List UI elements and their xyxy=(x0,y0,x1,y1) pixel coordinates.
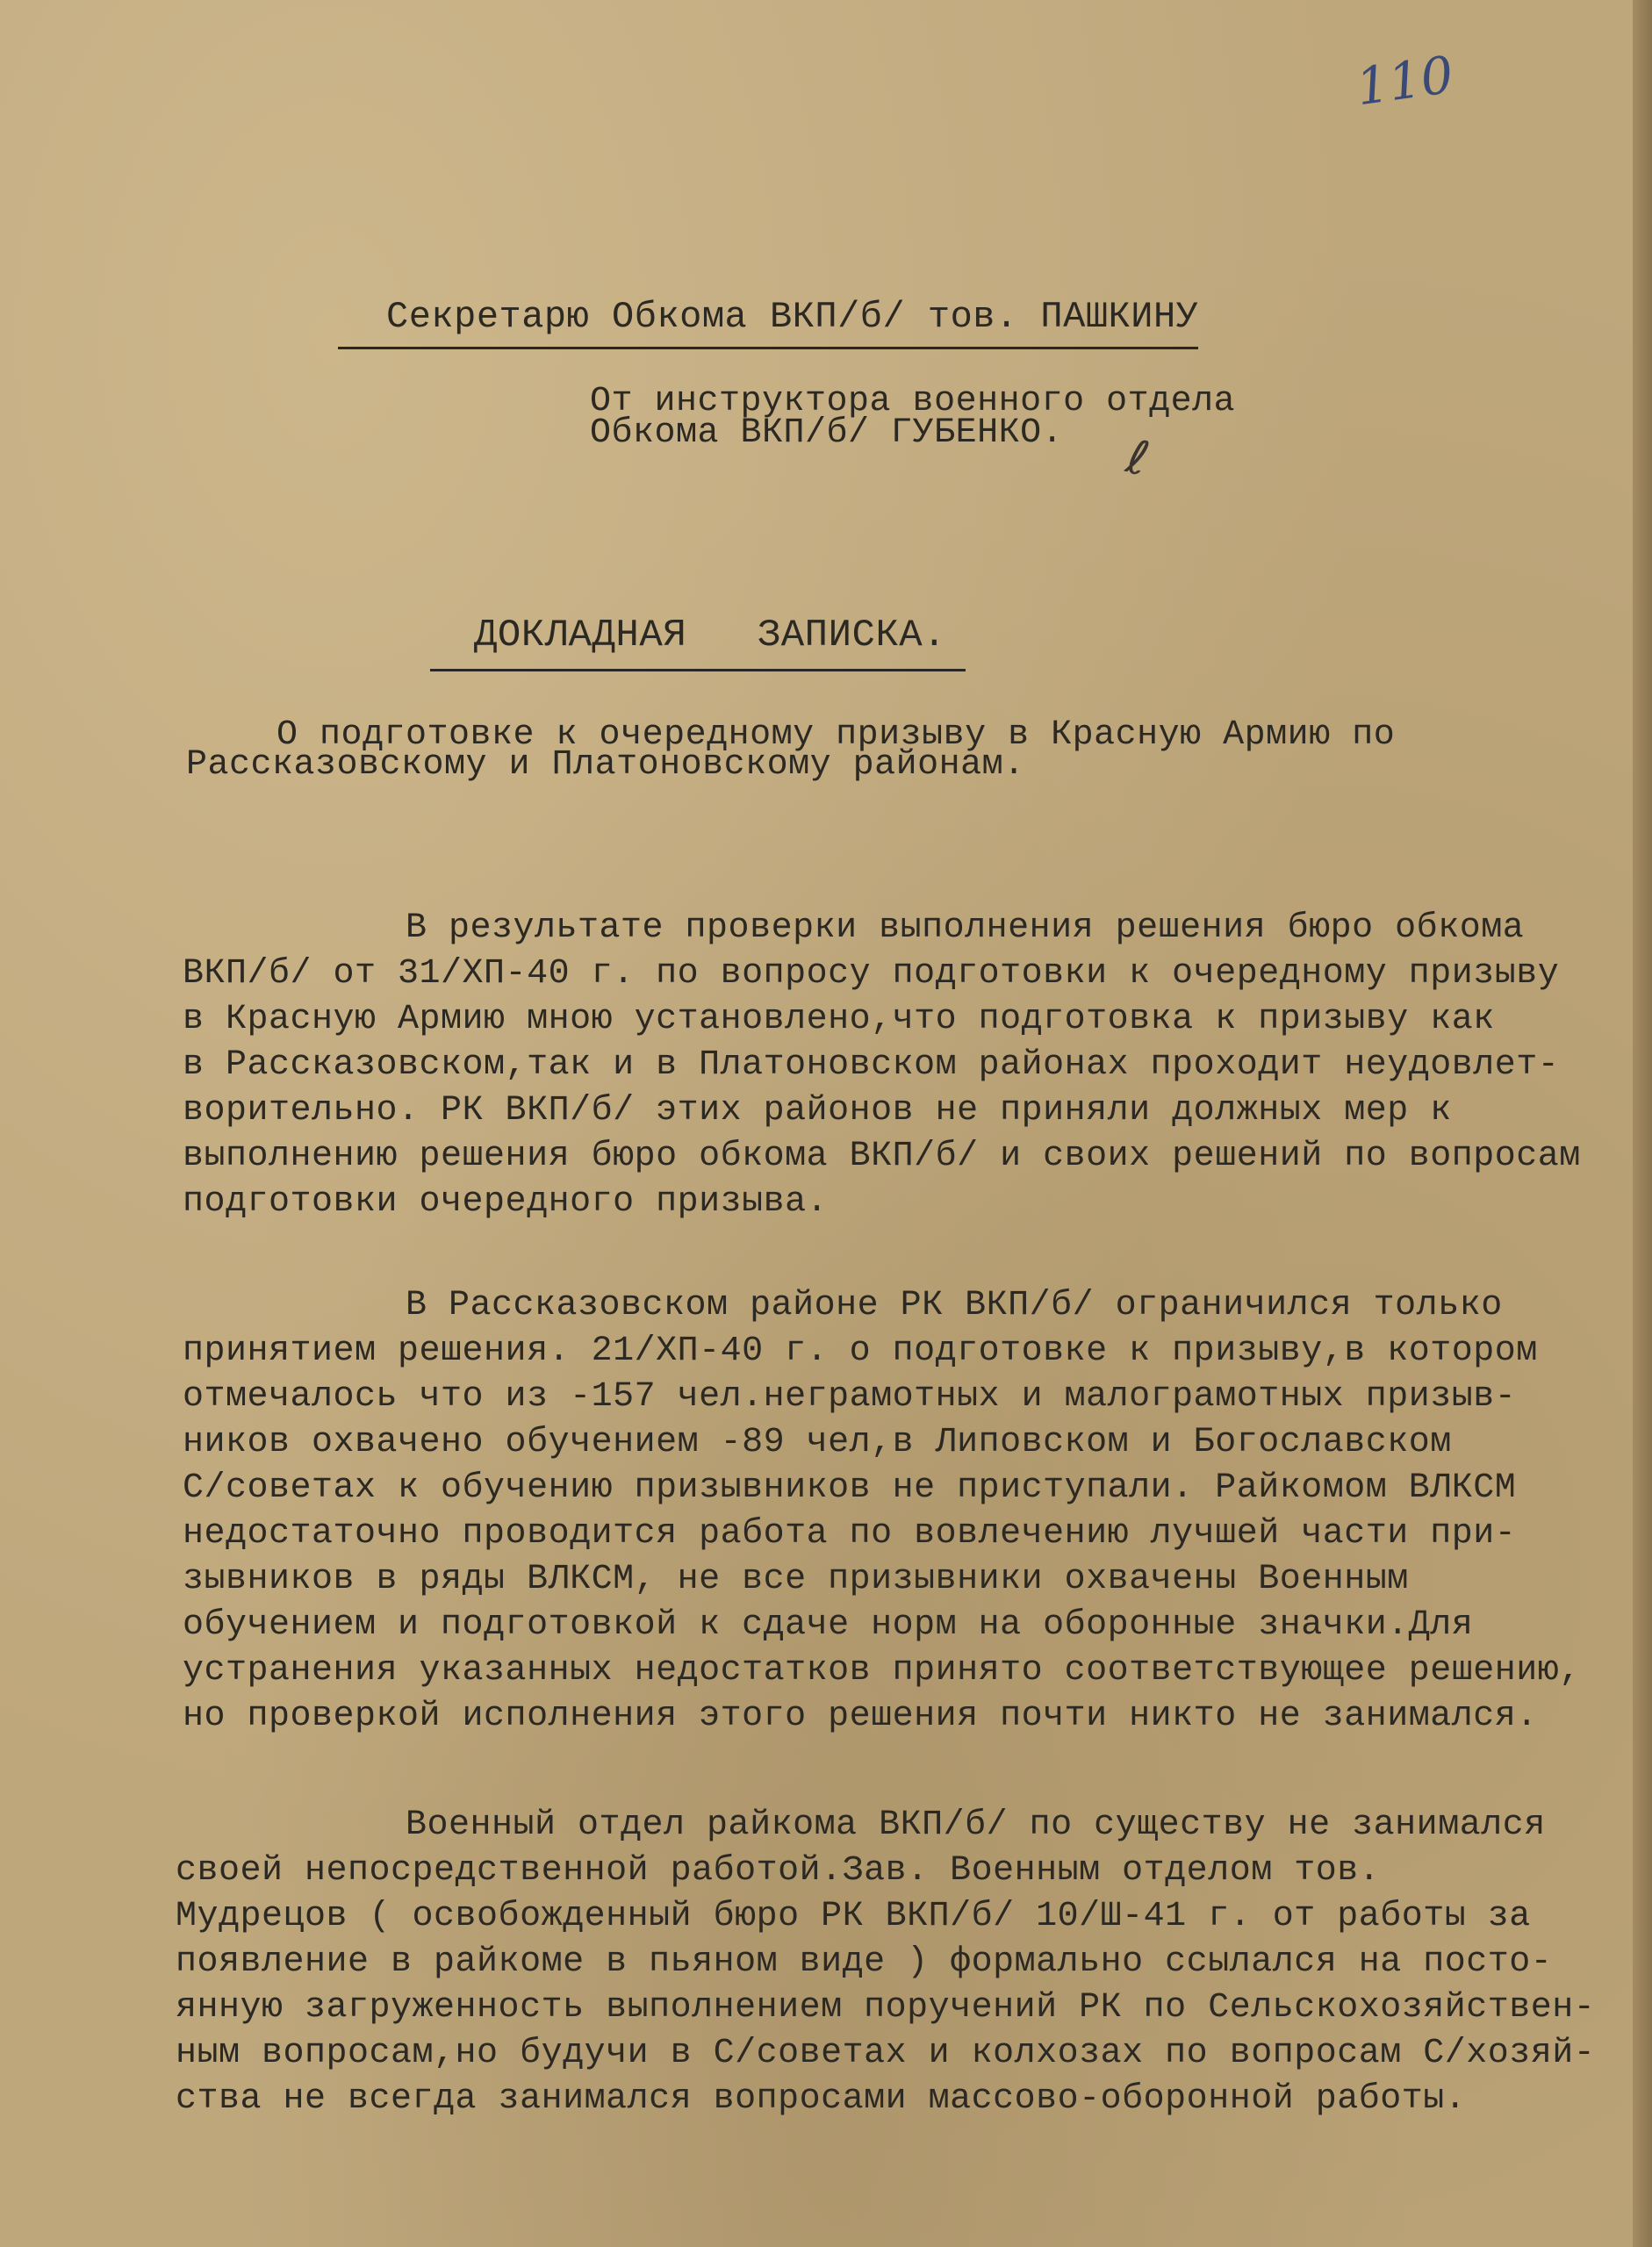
check-mark: ℓ xyxy=(1121,428,1155,487)
sender-line-1: От инструктора военного отдела xyxy=(590,382,1236,421)
addressee: Секретарю Обкома ВКП/б/ тов. ПАШКИНУ xyxy=(386,296,1199,338)
paragraph-2-line-2: принятием решения. 21/ХП-40 г. о подготовке к призыву,в котором xyxy=(183,1332,1538,1371)
addressee-underline xyxy=(338,347,1198,349)
paragraph-2-line-6: недостаточно проводится работа по вовлечению лучшей части при- xyxy=(183,1514,1517,1554)
title-underline xyxy=(430,669,966,671)
paragraph-2-line-7: зывников в ряды ВЛКСМ, не все призывники охвачены Военным xyxy=(183,1560,1409,1599)
paragraph-3-line-4: появление в райкоме в пьяном виде ) формально ссылался на посто- xyxy=(176,1942,1553,1982)
paragraph-1-line-1: В результате проверки выполнения решения бюро обкома xyxy=(406,908,1525,948)
paragraph-3-line-3: Мудрецов ( освобожденный бюро РК ВКП/б/ 10/Ш-41 г. от работы за xyxy=(176,1897,1531,1936)
paragraph-2-line-1: В Рассказовском районе РК ВКП/б/ ограничился только xyxy=(406,1286,1503,1325)
paragraph-1-line-2: ВКП/б/ от 31/ХП-40 г. по вопросу подготовки к очередному призыву xyxy=(183,954,1560,994)
paragraph-3-line-7: ства не всегда занимался вопросами массово-оборонной работы. xyxy=(176,2079,1467,2119)
paragraph-3-line-2: своей непосредственной работой.Зав. Военным отделом тов. xyxy=(176,1851,1381,1891)
paragraph-2-line-4: ников охвачено обучением -89 чел,в Липовском и Богославском xyxy=(183,1423,1452,1462)
paragraph-3-line-6: ным вопросам,но будучи в С/советах и колхозах по вопросам С/хозяй- xyxy=(176,2034,1596,2073)
document-title: ДОКЛАДНАЯ ЗАПИСКА. xyxy=(474,614,947,657)
paragraph-1-line-6: выполнению решения бюро обкома ВКП/б/ и своих решений по вопросам xyxy=(183,1137,1581,1176)
paragraph-2-line-8: обучением и подготовкой к сдаче норм на оборонные значки.Для xyxy=(183,1605,1474,1645)
paragraph-2-line-3: отмечалось что из -157 чел.неграмотных и малограмотных призыв- xyxy=(183,1377,1517,1417)
sender-line-2: Обкома ВКП/б/ ГУБЕНКО. xyxy=(590,413,1064,453)
paragraph-1-line-7: подготовки очередного призыва. xyxy=(183,1182,829,1222)
paragraph-1-line-3: в Красную Армию мною установлено,что подготовка к призыву как xyxy=(183,1000,1495,1039)
paragraph-2-line-10: но проверкой исполнения этого решения почти никто не занимался. xyxy=(183,1697,1538,1736)
paragraph-1-line-4: в Рассказовском,так и в Платоновском районах проходит неудовлет- xyxy=(183,1045,1560,1085)
subject-line-1: О подготовке к очередному призыву в Красную Армию по xyxy=(277,715,1396,755)
paragraph-3-line-1: Военный отдел райкома ВКП/б/ по существу не занимался xyxy=(406,1805,1546,1845)
paragraph-3-line-5: янную загруженность выполнением поручений РК по Сельскохозяйствен- xyxy=(176,1988,1596,2028)
folio-number: 110 xyxy=(1352,44,1457,118)
paragraph-1-line-5: ворительно. РК ВКП/б/ этих районов не приняли должных мер к xyxy=(183,1091,1452,1131)
subject-line-2: Рассказовскому и Платоновскому районам. xyxy=(186,745,1025,785)
paragraph-2-line-9: устранения указанных недостатков принято соответствующее решению, xyxy=(183,1651,1581,1691)
page-edge xyxy=(1633,0,1652,2247)
paragraph-2-line-5: С/советах к обучению призывников не приступали. Райкомом ВЛКСМ xyxy=(183,1468,1517,1508)
